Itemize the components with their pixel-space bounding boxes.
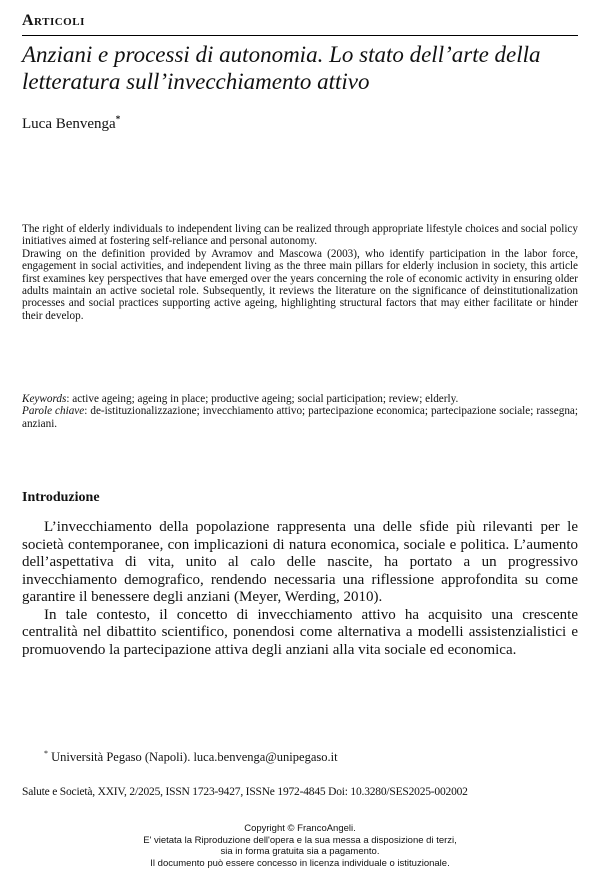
body-paragraph: In tale contesto, il concetto di invecchiamento attivo ha acquisito una crescente centralità nel dibattito scientifico, ponendosi come alternativa a modelli assistenzialistici e promuovendo la partecipazione attiva degli anziani alla vita sociale ed economica. (22, 606, 578, 658)
copyright-line: E' vietata la Riproduzione dell'opera e la sua messa a disposizione di terzi, (143, 834, 457, 846)
copyright-notice (100, 823, 500, 869)
journal-citation: Salute e Società, XXIV, 2/2025, ISSN 1723-9427, ISSNe 1972-4845 Doi: 10.3280/SES2025-002002 (22, 786, 468, 798)
keywords-line (22, 393, 578, 405)
keywords-label: Keywords (22, 393, 67, 405)
header-rule (22, 35, 578, 36)
footnote-text: Università Pegaso (Napoli). luca.benvenga@unipegaso.it (51, 750, 338, 765)
copyright-line: Copyright © FrancoAngeli. (244, 823, 356, 834)
copyright-line: sia in forma gratuita sia a pagamento. (220, 846, 380, 857)
abstract-paragraph: Drawing on the definition provided by Avramov and Mascowa (2003), who identify participation in the labor force, engagement in social activities, and independent living as the three main pillars for elderly inclusion in society, this article first examines key perspectives that have emerged over the years concerning the role of economic activity in ensuring older adults maintain an active societal role. Subsequently, it reviews the literature on the significance of deinstitutionalization processes and social practices supporting active ageing, highlighting structural factors that may either facilitate or hinder their develop. (22, 247, 578, 322)
parole-chiave-line (22, 405, 578, 430)
body-paragraph: L’invecchiamento della popolazione rappresenta una delle sfide più rilevanti per le società contemporanee, con implicazioni di natura economica, sociale e politica. L’aumento dell’aspettativa di vita, unito al calo delle nascite, ha portato a un progressivo invecchiamento demografico, rendendo necessaria una riflessione approfondita su come garantire il benessere degli anziani (Meyer, Werding, 2010). (22, 519, 578, 605)
abstract (22, 223, 578, 322)
footnote (44, 749, 338, 765)
section-heading: Introduzione (22, 490, 100, 505)
article-title: Anziani e processi di autonomia. Lo stato dell’arte della letteratura sull’invecchiamento attivo (22, 42, 541, 94)
abstract-paragraph: The right of elderly individuals to independent living can be realized through appropriate lifestyle choices and social policy initiatives aimed at fostering self-reliance and personal autonomy. (22, 223, 578, 248)
author-footnote-marker: * (115, 114, 121, 124)
section-label: Articoli (22, 12, 85, 29)
introduction-body (22, 519, 578, 659)
copyright-line: Il documento può essere concesso in licenza individuale o istituzionale. (150, 857, 450, 869)
author-name: Luca Benvenga (22, 116, 116, 132)
parole-chiave-text: : de-istituzionalizzazione; invecchiamento attivo; partecipazione economica; partecipazione sociale; rassegna; anziani. (22, 405, 578, 430)
keywords-block (22, 393, 578, 430)
keywords-text: : active ageing; ageing in place; productive ageing; social participation; review; elderly. (66, 393, 459, 405)
footnote-marker: * (44, 749, 48, 758)
parole-chiave-label: Parole chiave (22, 405, 85, 418)
author-line (22, 114, 120, 133)
